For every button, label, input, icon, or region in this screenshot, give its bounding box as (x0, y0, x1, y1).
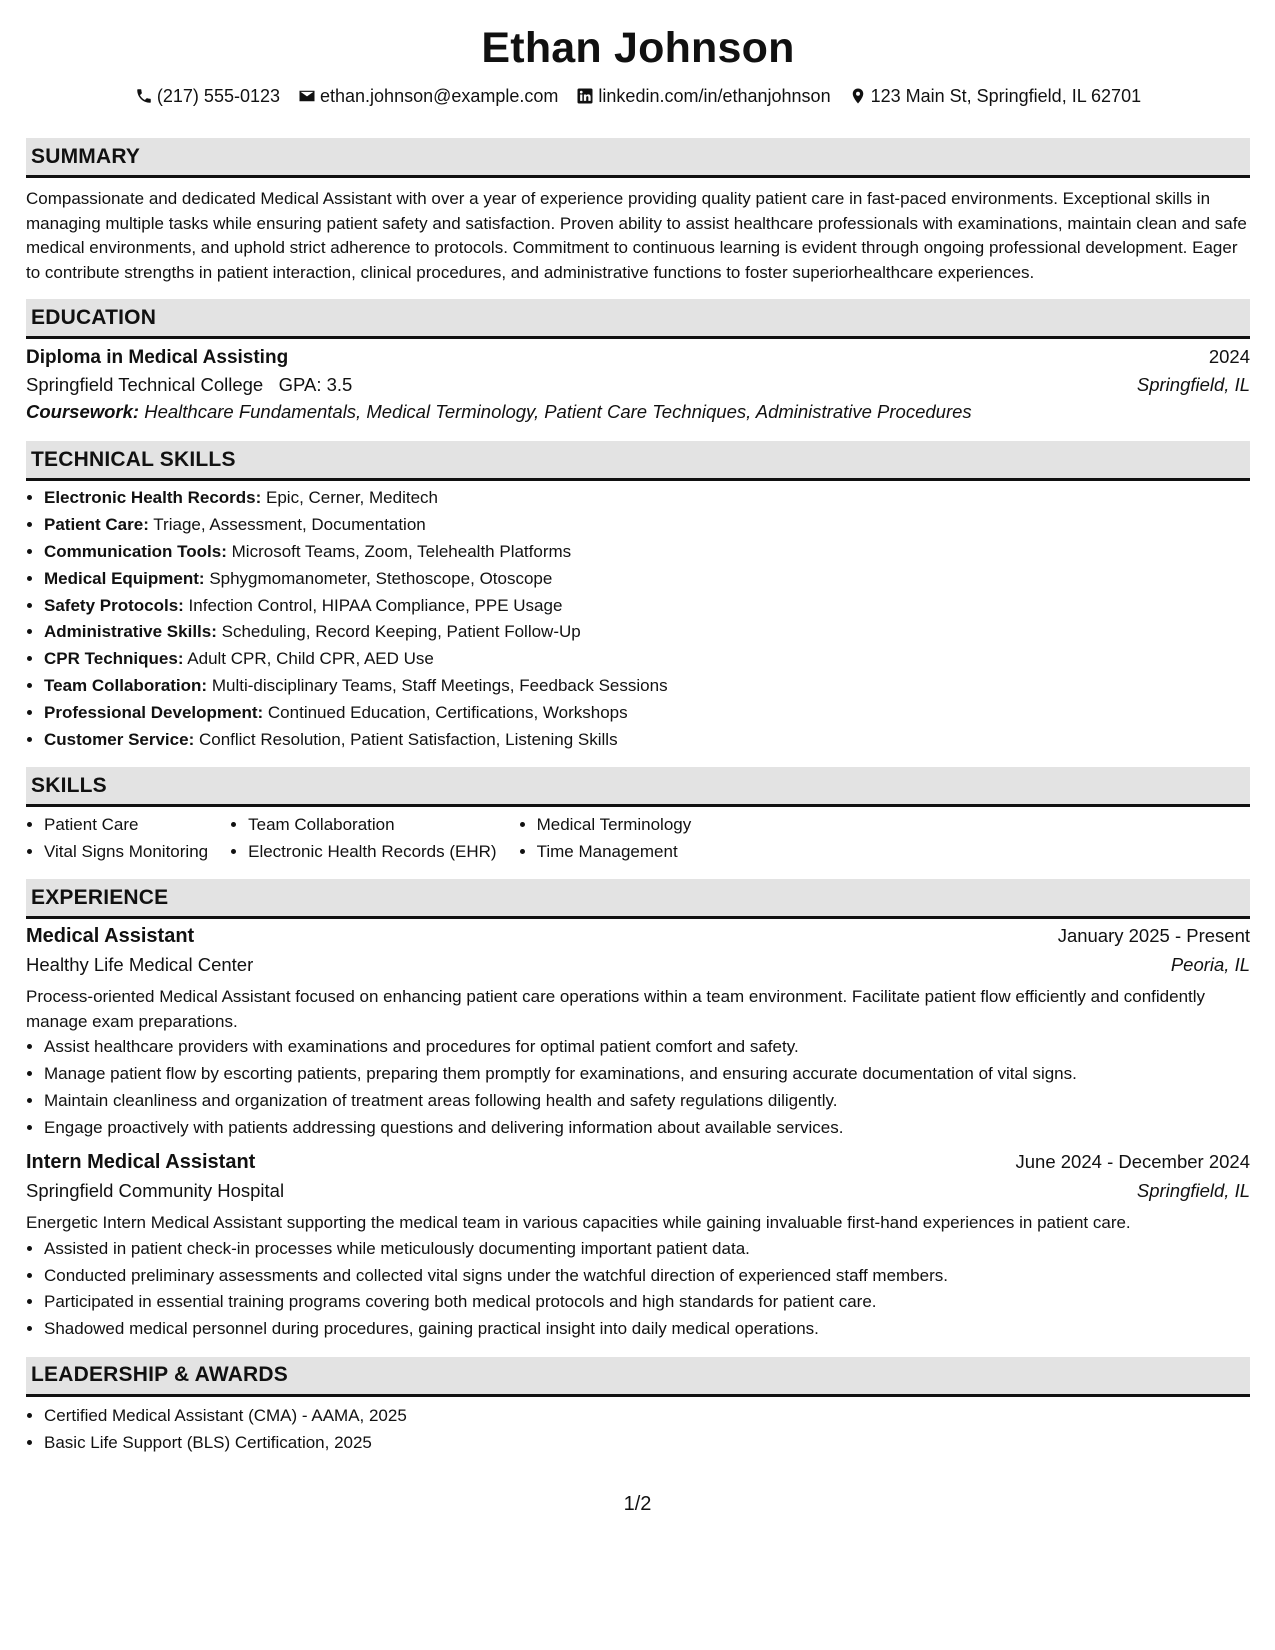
experience-entry (26, 925, 1250, 1141)
list-item: • Electronic Health Records (EHR) (248, 839, 496, 866)
job-title: Intern Medical Assistant (26, 1151, 256, 1174)
school-location: Springfield, IL (1136, 374, 1250, 396)
job-description: Energetic Intern Medical Assistant supporting the medical team in various capacities while gaining invaluable first-hand experiences in patient care. (26, 1213, 1131, 1233)
list-item (44, 485, 1250, 512)
list-item (44, 727, 1250, 754)
skill-value: Scheduling, Record Keeping, Patient Follow-Up (221, 622, 581, 642)
summary-text: Compassionate and dedicated Medical Assistant with over a year of experience providing quality patient care in fast-paced environments. Exceptional skills in managing multiple tasks while ensuring patient safety and satisfaction. Proven ability to assist healthcare professionals with examinations, maintain clean and safe medical environments, and uphold strict adherence to protocols. Commitment to continuous learning is evident through ongoing professional development. Eager to contribute strengths in patient interaction, clinical procedures, and administrative functions to foster superiorhealthcare experiences. (26, 189, 1247, 282)
education-row-2 (26, 374, 1250, 396)
skill-value: Multi-disciplinary Teams, Staff Meetings, Feedback Sessions (211, 675, 668, 695)
resume-page (26, 0, 1250, 1457)
coursework-list: Healthcare Fundamentals, Medical Terminology, Patient Care Techniques, Administrative Procedures (144, 401, 972, 423)
skill-label: CPR Techniques: (44, 649, 184, 669)
section-title: EXPERIENCE (31, 885, 169, 909)
skill-value: Sphygmomanometer, Stethoscope, Otoscope (209, 568, 553, 588)
skill-label: Professional Development: (44, 702, 264, 722)
graduation-year: 2024 (1208, 346, 1250, 368)
experience-header (26, 879, 1250, 919)
experience-row-2 (26, 1180, 1250, 1202)
list-item: • Engage proactively with patients addressing questions and delivering information about available services. (44, 1115, 1250, 1142)
list-item: • Patient Care (44, 812, 208, 839)
section-title: SKILLS (31, 773, 107, 797)
list-item: • Conducted preliminary assessments and collected vital signs under the watchful direction of experienced staff members. (44, 1263, 1250, 1290)
job-location: Peoria, IL (1170, 954, 1250, 976)
skill-label: Team Collaboration: (44, 675, 208, 695)
list-item (44, 593, 1250, 620)
list-item (44, 566, 1250, 593)
section-title: EDUCATION (31, 305, 157, 329)
list-item (44, 646, 1250, 673)
job-dates: January 2025 - Present (1057, 925, 1250, 947)
contact-linkedin[interactable] (576, 84, 830, 108)
skills-column (26, 812, 208, 865)
coursework-label: Coursework: (26, 401, 140, 423)
list-item (44, 512, 1250, 539)
coursework (26, 401, 1250, 423)
list-item: • Certified Medical Assistant (CMA) - AAMA, 2025 (44, 1403, 1250, 1430)
list-item (44, 619, 1250, 646)
list-item: • Manage patient flow by escorting patients, preparing them promptly for examinations, and ensuring accurate documentation of vital signs. (44, 1061, 1250, 1088)
list-item: • Maintain cleanliness and organization of treatment areas following health and safety regulations diligently. (44, 1088, 1250, 1115)
list-item (44, 673, 1250, 700)
skill-value: Triage, Assessment, Documentation (153, 515, 426, 535)
education-entry (26, 346, 1250, 423)
skill-label: Medical Equipment: (44, 568, 205, 588)
technical-skills-header (26, 441, 1250, 481)
skill-label: Electronic Health Records: (44, 488, 262, 508)
job-title: Medical Assistant (26, 925, 195, 948)
list-item: • Vital Signs Monitoring (44, 839, 208, 866)
section-title: TECHNICAL SKILLS (31, 447, 236, 471)
company-name: Springfield Community Hospital (26, 1180, 285, 1202)
contact-phone (135, 84, 280, 108)
list-item (44, 700, 1250, 727)
awards-list (26, 1403, 1250, 1457)
skill-label: Administrative Skills: (44, 622, 217, 642)
job-bullets (26, 1236, 1250, 1343)
summary-header (26, 138, 1250, 178)
skills-header (26, 767, 1250, 807)
skills-column (230, 812, 496, 865)
technical-skills-list (26, 485, 1250, 753)
list-item: • Basic Life Support (BLS) Certification, 2025 (44, 1430, 1250, 1457)
list-item (44, 539, 1250, 566)
list-item: • Assist healthcare providers with examinations and procedures for optimal patient comfort and safety. (44, 1034, 1250, 1061)
experience-row-1 (26, 1151, 1250, 1174)
linkedin-text[interactable]: linkedin.com/in/ethanjohnson (598, 86, 831, 106)
list-item: • Medical Terminology (537, 812, 692, 839)
awards-header (26, 1357, 1250, 1397)
envelope-icon (298, 87, 316, 105)
job-description: Process-oriented Medical Assistant focused on enhancing patient care operations within a team environment. Facilitate patient flow efficiently and confidently manage exam preparations. (26, 987, 1206, 1031)
company-name: Healthy Life Medical Center (26, 954, 254, 976)
address-text: 123 Main St, Springfield, IL 62701 (870, 86, 1142, 106)
skills-column (519, 812, 692, 865)
job-bullets (26, 1034, 1250, 1141)
skill-value: Continued Education, Certifications, Workshops (267, 702, 628, 722)
phone-icon (135, 87, 153, 105)
skill-value: Epic, Cerner, Meditech (266, 488, 438, 508)
experience-row-2 (26, 954, 1250, 976)
skill-label: Patient Care: (44, 515, 149, 535)
skill-value: Microsoft Teams, Zoom, Telehealth Platforms (231, 541, 572, 561)
skill-value: Conflict Resolution, Patient Satisfaction, Listening Skills (198, 729, 618, 749)
experience-entry (26, 1151, 1250, 1343)
candidate-name: Ethan Johnson (481, 24, 795, 72)
skill-label: Customer Service: (44, 729, 195, 749)
list-item: • Participated in essential training programs covering both medical protocols and high standards for patient care. (44, 1289, 1250, 1316)
list-item: • Shadowed medical personnel during procedures, gaining practical insight into daily medical operations. (44, 1316, 1250, 1343)
gpa: GPA: 3.5 (278, 374, 353, 396)
contact-address (849, 84, 1142, 108)
page-number: 1/2 (623, 1493, 652, 1515)
school-name: Springfield Technical College (26, 374, 264, 396)
list-item: • Assisted in patient check-in processes while meticulously documenting important patient data. (44, 1236, 1250, 1263)
section-title: SUMMARY (31, 144, 141, 168)
job-dates: June 2024 - December 2024 (1015, 1151, 1250, 1173)
contact-email[interactable] (298, 84, 558, 108)
phone-text: (217) 555-0123 (156, 86, 280, 106)
education-header (26, 299, 1250, 339)
skill-label: Safety Protocols: (44, 595, 184, 615)
skill-value: Infection Control, HIPAA Compliance, PPE Usage (188, 595, 563, 615)
school-line (26, 374, 352, 396)
section-title: LEADERSHIP & AWARDS (31, 1363, 288, 1387)
skill-value: Adult CPR, Child CPR, AED Use (187, 649, 434, 669)
skill-label: Communication Tools: (44, 541, 227, 561)
email-text[interactable]: ethan.johnson@example.com (320, 86, 559, 106)
degree: Diploma in Medical Assisting (26, 347, 289, 369)
linkedin-icon (576, 87, 594, 105)
job-location: Springfield, IL (1136, 1180, 1250, 1202)
map-pin-icon (849, 87, 867, 105)
skills-grid (26, 812, 1250, 865)
list-item: • Time Management (537, 839, 692, 866)
list-item: • Team Collaboration (248, 812, 496, 839)
education-row-1 (26, 346, 1250, 369)
experience-row-1 (26, 925, 1250, 948)
contact-bar (26, 84, 1250, 108)
